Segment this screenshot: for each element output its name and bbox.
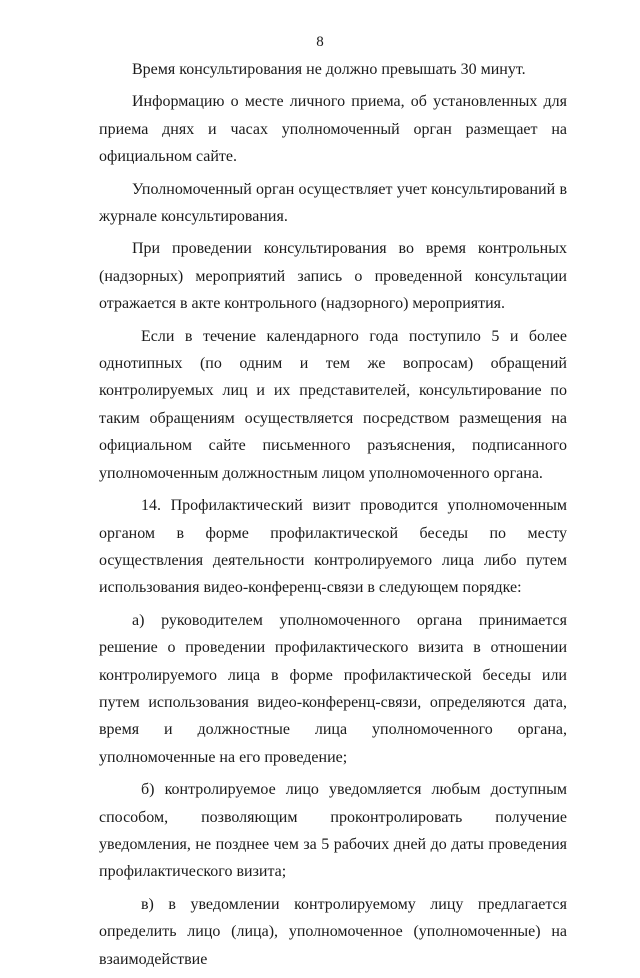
- paragraph: б) контролируемое лицо уведомляется любым доступным способом, позволяющим проконтролировать получение уведомления, не позднее чем за 5 рабочих дней до даты проведения профилактического визита;: [99, 781, 567, 881]
- paragraph: Если в течение календарного года поступило 5 и более однотипных (по одним и тем же вопросам) обращений контролируемых лиц и их представителей, консультирование по таким обращениям осуществляется посредством размещения на официальном сайте письменного разъяснения, подписанного уполномоченным должностным лицом уполномоченного органа.: [99, 327, 567, 482]
- paragraph: в) в уведомлении контролируемому лицу предлагается определить лицо (лица), уполномоченное (уполномоченные) на взаимодействие: [99, 895, 567, 968]
- document-body: [99, 56, 567, 978]
- paragraph: Время консультирования не должно превышать 30 минут.: [132, 61, 526, 78]
- page-number: 8: [316, 34, 324, 50]
- paragraph: Информацию о месте личного приема, об установленных для приема днях и часах уполномоченный орган размещает на официальном сайте.: [99, 93, 567, 166]
- paragraph: При проведении консультирования во время контрольных (надзорных) мероприятий запись о проведенной консультации отражается в акте контрольного (надзорного) мероприятия.: [99, 240, 567, 313]
- paragraph: 14. Профилактический визит проводится уполномоченным органом в форме профилактической беседы по месту осуществления деятельности контролируемого лица либо путем использования видео-конференц-связи в следующем порядке:: [99, 497, 567, 597]
- paragraph: а) руководителем уполномоченного органа принимается решение о проведении профилактического визита в отношении контролируемого лица в форме профилактической беседы или путем использования видео-конференц-связи, определяются дата, время и должностные лица уполномоченного органа, уполномоченные на его проведение;: [99, 611, 567, 766]
- paragraph: Уполномоченный орган осуществляет учет консультирований в журнале консультирования.: [99, 180, 567, 226]
